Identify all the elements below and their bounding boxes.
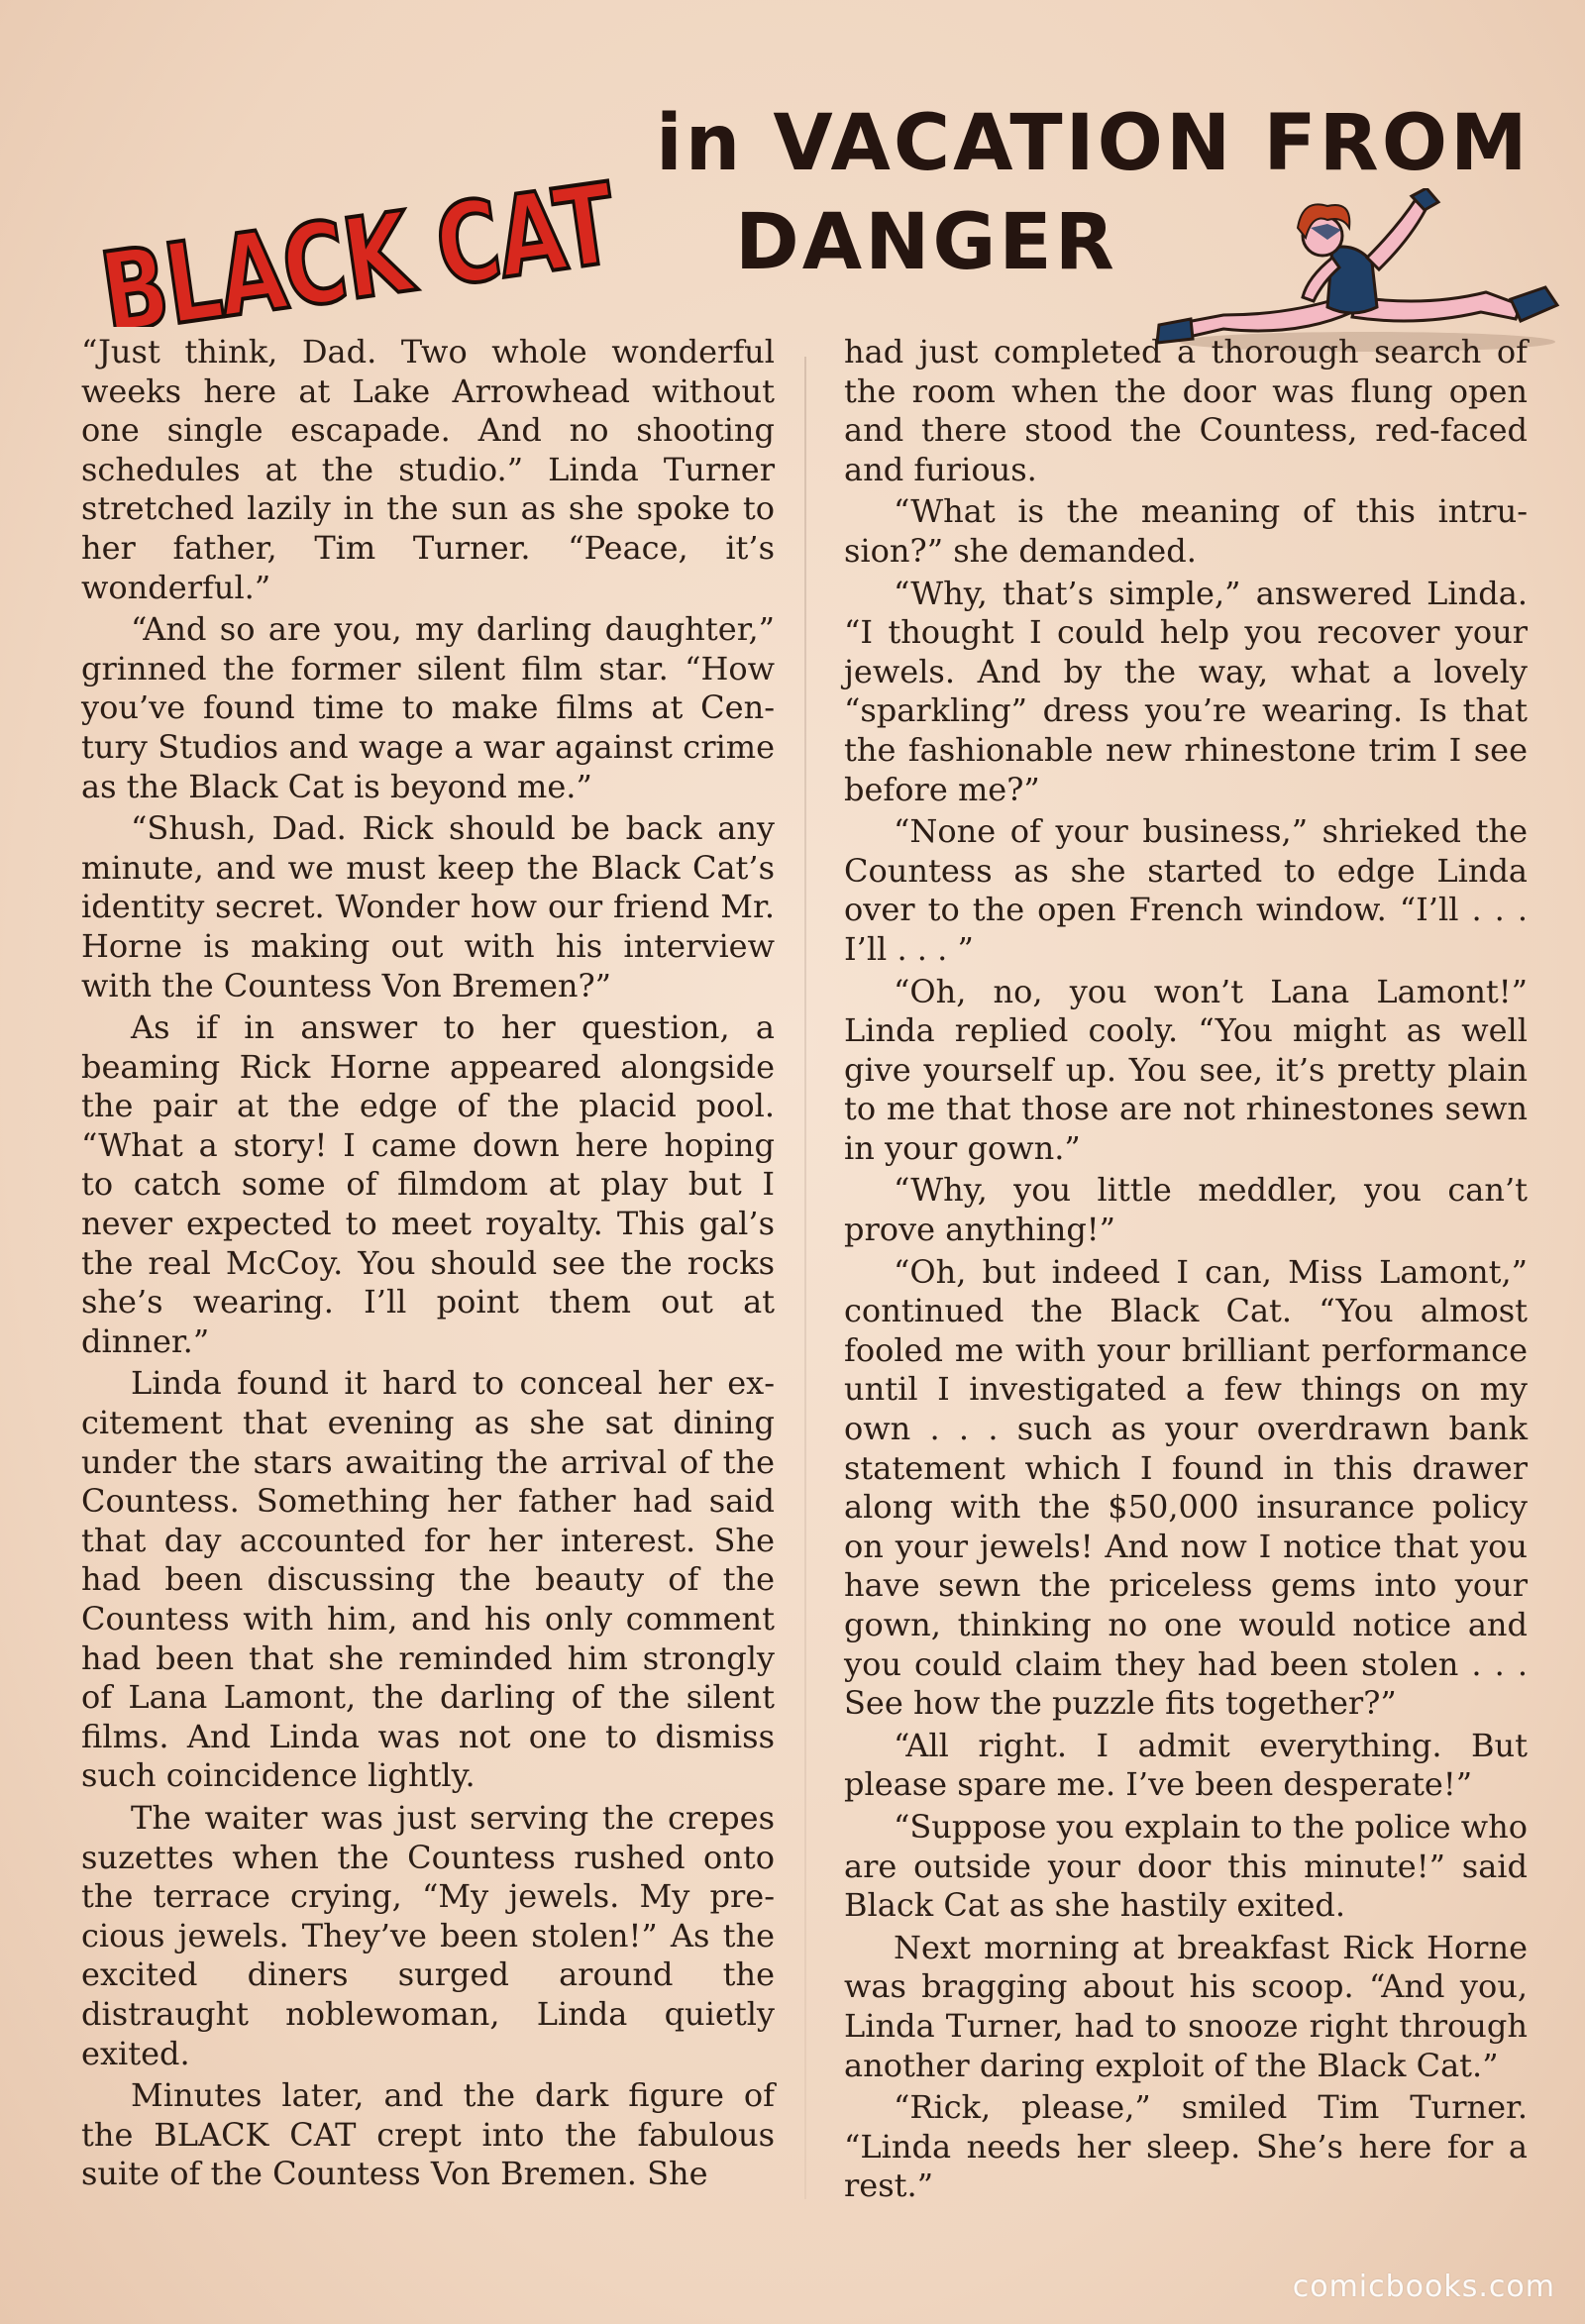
story-title-line-2: DANGER — [735, 198, 1117, 287]
black-cat-logo — [79, 149, 634, 327]
paragraph: “All right. I admit everything. But please spare me. I’ve been desperate!” — [844, 1726, 1528, 1804]
right-text-column — [844, 333, 1528, 2209]
paragraph: “And so are you, my darling daughter,” grinned the former silent film star. “How you’ve found time to make films at Century Studios and wage a war against crime as the Black Cat is beyond me.” — [81, 610, 775, 805]
paragraph: “Oh, but indeed I can, Miss Lamont,” continued the Black Cat. “You almost fooled me with your brilliant performance until I investigated a few things on my own . . . such as your overdrawn bank statement which I found in this drawer along with the $50,000 insurance policy on your jewels! And now I notice that you have sewn the priceless gems into your gown, thinking no one would notice and you could claim they had been stolen . . . See how the puzzle fits together?” — [844, 1252, 1528, 1723]
paragraph: “Why, that’s simple,” answered Linda. “I thought I could help you recover your jewels. And by the way, what a lovely “sparkling” dress you’re wearing. Is that the fashionable new rhinestone trim I see before me?” — [844, 574, 1528, 808]
paragraph: had just completed a thorough search of the room when the door was flung open and there stood the Countess, red-faced and furious. — [844, 333, 1528, 488]
left-text-column — [81, 333, 775, 2197]
column-divider — [804, 357, 806, 2199]
paragraph: As if in answer to her question, a beaming Rick Horne appeared alongside the pair at the edge of the placid pool. “What a story! I came down here hoping to catch some of filmdom at play but I never expected to meet royalty. This gal’s the real McCoy. You should see the rocks she’s wearing. I’ll point them out at dinner.” — [81, 1008, 775, 1360]
paragraph: “Why, you little meddler, you can’t prove anything!” — [844, 1171, 1528, 1249]
paragraph: “Suppose you explain to the police who are outside your door this minute!” said Black Cat as she hastily exited. — [844, 1807, 1528, 1925]
site-watermark: comicbooks.com — [1292, 2270, 1555, 2304]
paragraph: Linda found it hard to conceal her excitement that evening as she sat dining under the stars awaiting the arrival of the Countess. Something her father had said that day accounted for her interest. She had been discussing the beauty of the Countess with him, and his only comment had been that she reminded him strongly of Lana Lamont, the darling of the silent films. And Linda was not one to dismiss such coincidence lightly. — [81, 1364, 775, 1795]
paragraph: “Shush, Dad. Rick should be back any minute, and we must keep the Black Cat’s identity secret. Wonder how our friend Mr. Horne is making out with his interview with the Countess Von Bremen?” — [81, 809, 775, 1004]
paragraph: “Just think, Dad. Two whole wonderful weeks here at Lake Arrowhead without one single escapade. And no shooting schedules at the studio.” Linda Turner stretched lazily in the sun as she spoke to her father, Tim Turner. “Peace, it’s wonderful.” — [81, 333, 775, 606]
story-title-line-1: in VACATION FROM — [656, 99, 1531, 188]
paragraph: The waiter was just serving the crepes suzettes when the Countess rushed onto the terrace crying, “My jewels. My precious jewels. They’ve been stolen!” As the excited diners surged around the distraught noblewoman, Linda quietly exited. — [81, 1798, 775, 2072]
paragraph: “Rick, please,” smiled Tim Turner. “Linda needs her sleep. She’s here for a rest.” — [844, 2088, 1528, 2205]
black-cat-figure-illustration — [1129, 188, 1575, 357]
paragraph: “What is the meaning of this intrusion?” she demanded. — [844, 492, 1528, 570]
paragraph: Next morning at breakfast Rick Horne was bragging about his scoop. “And you, Linda Turner, had to snooze right through another daring exploit of the Black Cat.” — [844, 1928, 1528, 2084]
logo-text: BLACK CAT — [93, 149, 634, 327]
paragraph: “Oh, no, you won’t Lana Lamont!” Linda replied cooly. “You might as well give yourself up. You see, it’s pretty plain to me that those are not rhinestones sewn in your gown.” — [844, 972, 1528, 1167]
paragraph: Minutes later, and the dark figure of the BLACK CAT crept into the fabulous suite of the Countess Von Bremen. She — [81, 2076, 775, 2193]
paragraph: “None of your business,” shrieked the Countess as she started to edge Linda over to the open French window. “I’ll . . . I’ll . . . ” — [844, 812, 1528, 968]
